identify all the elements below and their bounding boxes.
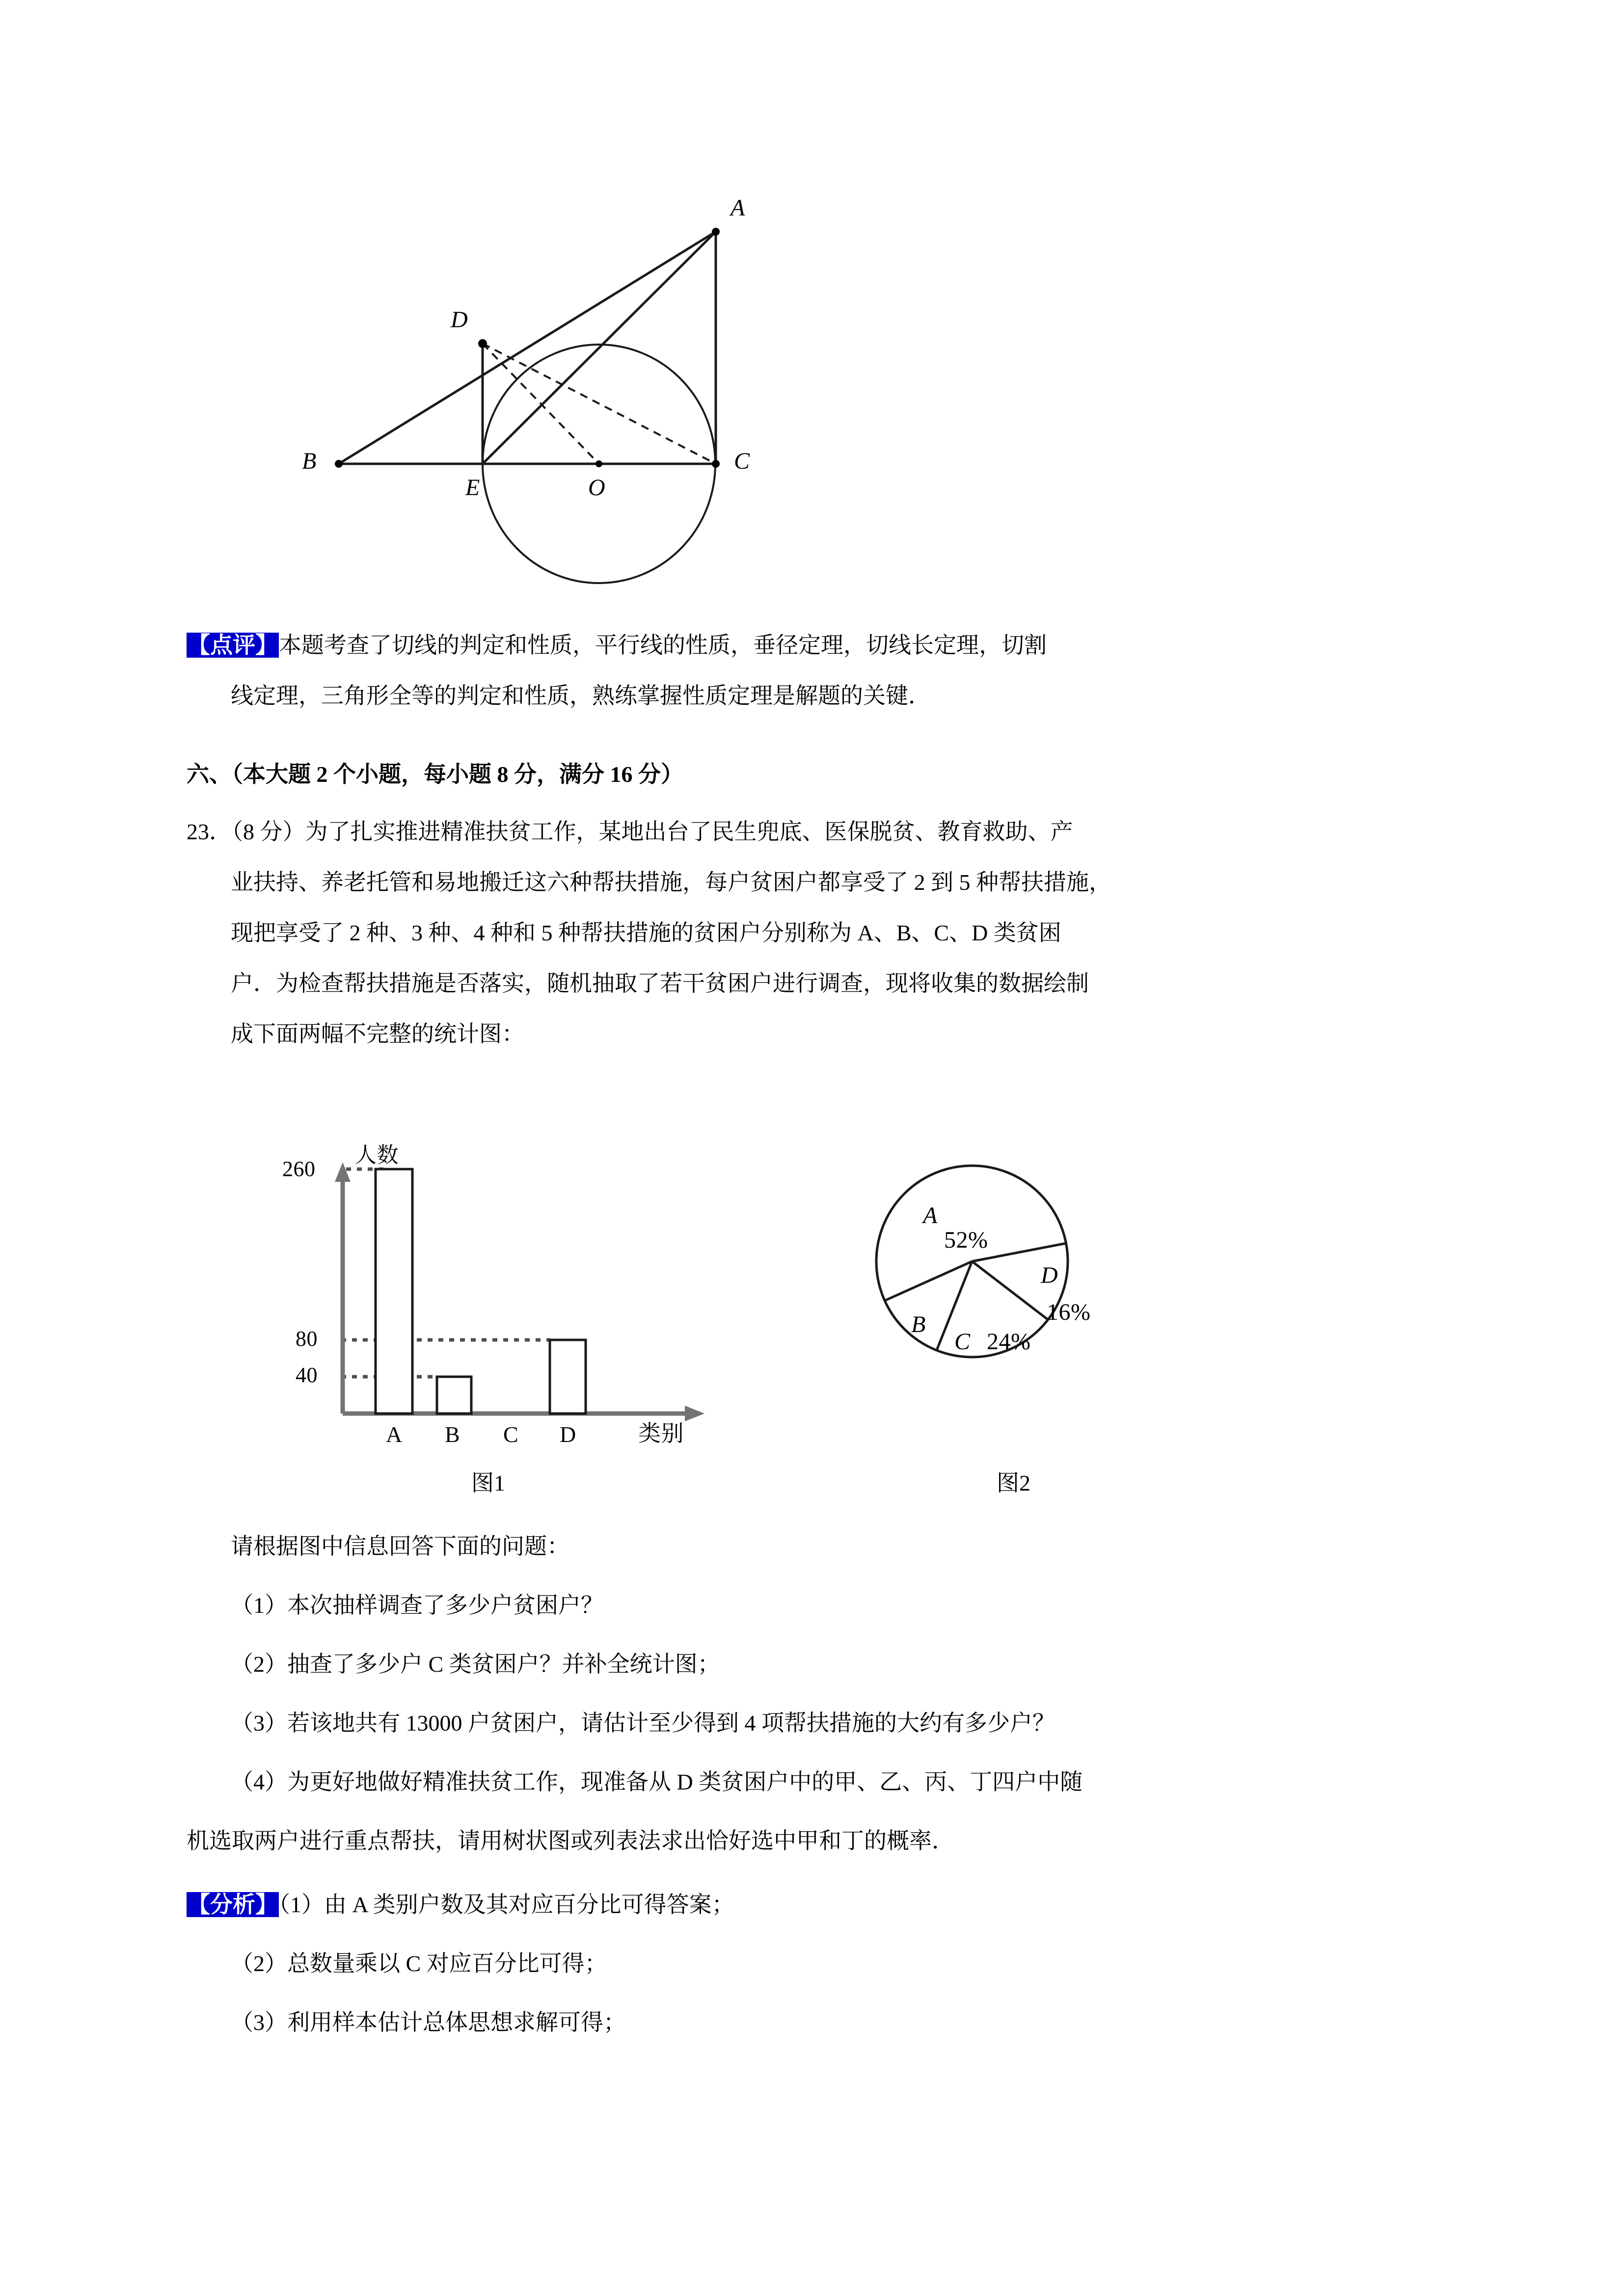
- geometry-figure: [255, 177, 835, 609]
- review-line-1: [187, 634, 1355, 657]
- figure-2-caption: 图2: [997, 1470, 1030, 1495]
- figure-1-bar-chart: [282, 1139, 731, 1482]
- review-line-2: 线定理，三角形全等的判定和性质，熟练掌握性质定理是解题的关键．: [231, 683, 931, 708]
- analysis-line-1: [187, 1894, 1355, 1916]
- figure-1-caption: 图1: [471, 1470, 505, 1495]
- sub-question-3: （3）若该地共有 13000 户贫困户，请估计至少得到 4 项帮扶措施的大约有多少户？: [231, 1710, 1055, 1735]
- bar-a: [376, 1169, 412, 1414]
- sub-question-4b: 机选取两户进行重点帮扶，请用树状图或列表法求出恰好选中甲和丁的概率．: [187, 1828, 954, 1853]
- geo-label-b: B: [302, 448, 317, 474]
- analysis-tag: 【分析】: [188, 1892, 278, 1917]
- question-stem-line-2: 业扶持、养老托管和易地搬迁这六种帮扶措施，每户贫困户都享受了 2 到 5 种帮扶措施，: [231, 870, 1111, 895]
- geo-label-o: O: [588, 475, 606, 501]
- question-stem-line-3: 现把享受了 2 种、3 种、4 种和 5 种帮扶措施的贫困户分别称为 A、B、C、D 类贫困: [231, 920, 1061, 945]
- point-a: [712, 228, 720, 236]
- analysis-line-2: （2）总数量乘以 C 对应百分比可得；: [231, 1951, 607, 1976]
- question-stem-line-1: 23．（8 分）为了扎实推进精准扶贫工作，某地出台了民生兜底、医保脱贫、教育救助、产: [187, 819, 1073, 844]
- analysis-line-3: （3）利用样本估计总体思想求解可得；: [231, 2010, 626, 2035]
- pie-label-b: B: [911, 1311, 926, 1337]
- bar-ytick-260: 260: [282, 1157, 316, 1181]
- pie-value-a: 52%: [944, 1227, 988, 1253]
- bar-xtick-c: C: [503, 1422, 519, 1447]
- point-c: [712, 460, 720, 468]
- figure-2-pie-chart: [825, 1139, 1129, 1482]
- bar-x-axis-title: 类别: [638, 1421, 684, 1446]
- bar-b: [437, 1377, 471, 1414]
- bar-xtick-b: B: [445, 1422, 460, 1447]
- geo-label-c: C: [734, 448, 750, 474]
- question-stem-line-4: 户．为检查帮扶措施是否落实，随机抽取了若干贫困户进行调查，现将收集的数据绘制: [231, 971, 1089, 996]
- point-b: [335, 460, 343, 468]
- pie-value-d: 16%: [1047, 1299, 1091, 1325]
- sub-question-2: （2）抽查了多少户 C 类贫困户？并补全统计图；: [231, 1652, 720, 1677]
- pie-divider-c-d: [972, 1261, 1048, 1320]
- y-axis-arrow: [335, 1162, 351, 1182]
- question-prompt: 请根据图中信息回答下面的问题：: [231, 1534, 569, 1559]
- pie-label-d: D: [1041, 1262, 1058, 1288]
- segment-dc-dashed: [483, 344, 716, 464]
- point-d: [478, 339, 487, 348]
- bar-y-axis-title: 人数: [355, 1143, 399, 1167]
- x-axis-arrow: [685, 1406, 704, 1421]
- review-tag: 【点评】: [188, 633, 278, 658]
- section-header: 六、（本大题 2 个小题，每小题 8 分，满分 16 分）: [187, 762, 683, 787]
- geo-label-a: A: [731, 195, 745, 221]
- sub-question-4a: （4）为更好地做好精准扶贫工作，现准备从 D 类贫困户中的甲、乙、丙、丁四户中随: [231, 1769, 1083, 1794]
- bar-xtick-d: D: [560, 1422, 576, 1447]
- point-o: [595, 460, 602, 467]
- pie-label-a: A: [923, 1202, 938, 1228]
- geo-label-e: E: [465, 475, 480, 501]
- bar-ytick-40: 40: [296, 1363, 318, 1387]
- pie-value-c: 24%: [987, 1329, 1031, 1355]
- question-stem-line-5: 成下面两幅不完整的统计图：: [231, 1021, 524, 1046]
- segment-ba: [339, 232, 716, 464]
- bar-xtick-a: A: [386, 1422, 403, 1447]
- segment-ae: [483, 232, 716, 464]
- sub-question-1: （1）本次抽样调查了多少户贫困户？: [231, 1593, 603, 1618]
- review-text-1: 本题考查了切线的判定和性质，平行线的性质，垂径定理，切线长定理，切割: [279, 633, 1047, 658]
- bar-ytick-80: 80: [296, 1327, 318, 1351]
- analysis-text-1: （1）由 A 类别户数及其对应百分比可得答案；: [279, 1892, 734, 1917]
- geo-label-d: D: [451, 307, 468, 333]
- pie-label-c: C: [954, 1329, 971, 1355]
- bar-d: [550, 1340, 586, 1414]
